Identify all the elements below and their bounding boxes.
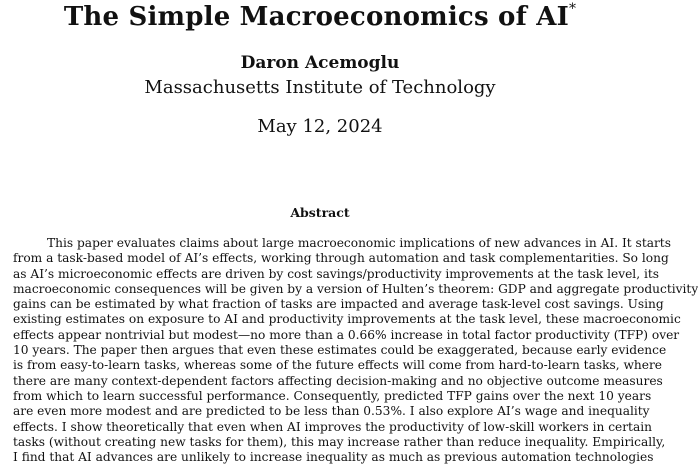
paper-title-text: The Simple Macroeconomics of AI: [63, 2, 569, 32]
abstract-heading: Abstract: [290, 205, 350, 220]
abstract-line: effects. I show theoretically that even when AI improves the productivity of low-skill workers in certain: [13, 419, 652, 434]
abstract-line: 10 years. The paper then argues that even these estimates could be exaggerated, because early evidence: [13, 343, 667, 358]
author-affiliation: Massachusetts Institute of Technology: [144, 77, 496, 98]
abstract-line: from which to learn successful performance. Consequently, predicted TFP gains over the next 10 years: [13, 388, 652, 403]
abstract-line: as AI’s microeconomic effects are driven by cost savings/productivity improvements at the task level, its: [13, 266, 659, 281]
abstract-line: there are many context-dependent factors affecting decision-making and no objective outcome measures: [13, 373, 663, 388]
abstract-body: [13, 236, 698, 465]
abstract-line: macroeconomic consequences will be given by a version of Hulten’s theorem: GDP and aggregate productivity: [13, 281, 698, 296]
abstract-line: tasks (without creating new tasks for them), this may increase rather than reduce inequality. Empirically,: [13, 434, 666, 449]
author-name: Daron Acemoglu: [240, 53, 400, 73]
title-footnote-marker: *: [568, 1, 577, 18]
abstract-line: are even more modest and are predicted to be less than 0.53%. I also explore AI’s wage and inequality: [13, 404, 650, 419]
abstract-line: from a task-based model of AI’s effects, working through automation and task complementarities. So long: [13, 251, 669, 266]
paper-date: May 12, 2024: [257, 116, 383, 137]
abstract-line: This paper evaluates claims about large macroeconomic implications of new advances in AI. It starts: [47, 236, 671, 250]
abstract-line: existing estimates on exposure to AI and productivity improvements at the task level, these macroeconomic: [13, 312, 681, 327]
abstract-line: I find that AI advances are unlikely to increase inequality as much as previous automation technologies: [13, 450, 654, 465]
paper-title: [0, 2, 640, 32]
abstract-line: is from easy-to-learn tasks, whereas some of the future effects will come from hard-to-learn tasks, where: [13, 358, 663, 373]
abstract-line: gains can be estimated by what fraction of tasks are impacted and average task-level cost savings. Using: [13, 297, 664, 312]
abstract-line: effects appear nontrivial but modest—no more than a 0.66% increase in total factor productivity (TFP) over: [13, 327, 680, 342]
